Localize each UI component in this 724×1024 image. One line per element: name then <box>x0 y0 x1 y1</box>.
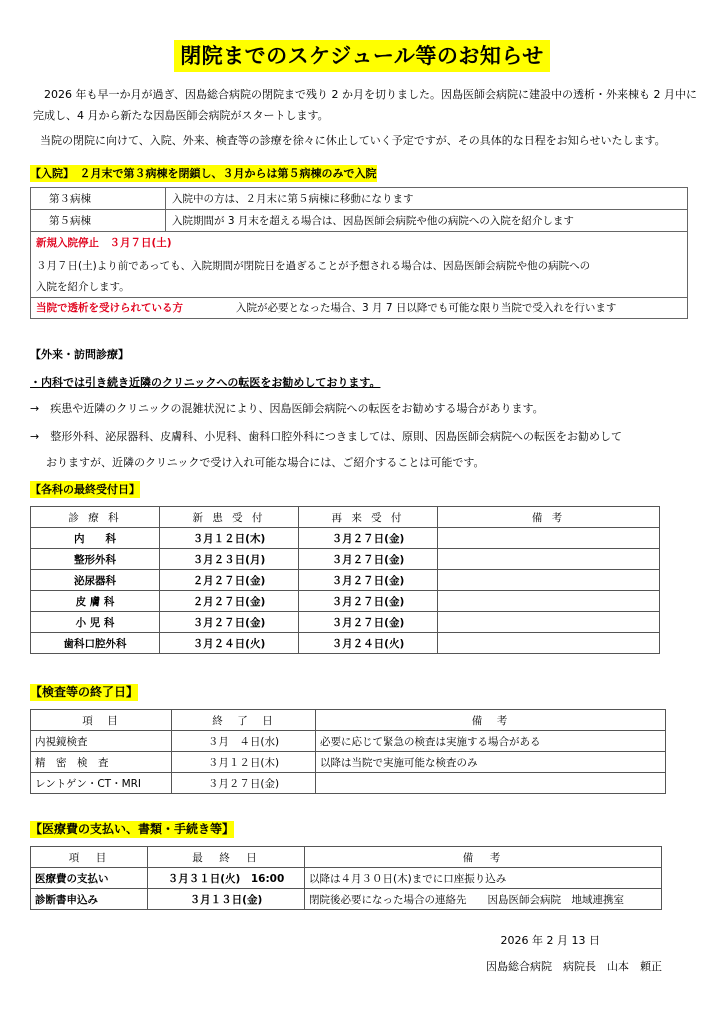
new-patient-date: ３月２７日(金) <box>160 612 299 633</box>
dialysis-text: 入院が必要となった場合、3 月 7 日以降でも可能な限り当院で受入れを行います <box>236 302 617 314</box>
remarks <box>438 591 660 612</box>
billing-item: 診断書申込み <box>31 889 148 910</box>
new-patient-date: ２月２７日(金) <box>160 591 299 612</box>
ward-name: 第５病棟 <box>31 210 166 232</box>
new-patient-date: ２月２７日(金) <box>160 570 299 591</box>
table-row <box>31 549 660 570</box>
table-row <box>31 570 660 591</box>
ward-note: 入院中の方は、２月末に第５病棟に移動になります <box>166 188 688 210</box>
outpatient-bullet-2a: → 整形外科、泌尿器科、皮膚科、小児科、歯科口腔外科につきましては、原則、因島医師会病院への転医をお勧めして <box>30 430 622 443</box>
col-header: 備 考 <box>305 847 662 868</box>
exam-end-date: ３月２７日(金) <box>172 773 316 794</box>
ward-note: 入院期間が 3 月末を超える場合は、因島医師会病院や他の病院への入院を紹介します <box>166 210 688 232</box>
table-row <box>31 612 660 633</box>
table-header-row <box>31 710 666 731</box>
billing-deadline: ３月１３日(金) <box>148 889 305 910</box>
exam-table <box>30 709 666 794</box>
remarks <box>438 612 660 633</box>
dept-name: 皮 膚 科 <box>31 591 160 612</box>
table-row <box>31 889 662 910</box>
intro-paragraph-1: 2026 年も早一か月が過ぎ、因島総合病院の閉院まで残り 2 か月を切りました。因島医師会病院に建設中の透析・外来棟も 2 月中に完成し、4 月から新たな因島医師会病院がスタートします。 <box>33 88 698 122</box>
billing-heading: 【医療費の支払い、書類・手続き等】 <box>30 822 235 836</box>
dept-name: 泌尿器科 <box>31 570 160 591</box>
new-admission-stop-text-1: ３月７日(土)より前であっても、入院期間が閉院日を過ぎることが予想される場合は、因島医師会病院や他の病院への <box>36 260 591 272</box>
new-patient-date: ３月１２日(木) <box>160 528 299 549</box>
ward-table <box>31 188 687 232</box>
new-admission-stop-text-2: 入院を紹介します。 <box>36 281 130 293</box>
dept-name: 小 児 科 <box>31 612 160 633</box>
remarks <box>438 549 660 570</box>
signature: 因島総合病院 病院長 山本 頼正 <box>486 960 662 973</box>
return-patient-date: ３月２７日(金) <box>299 528 438 549</box>
table-row <box>31 188 687 210</box>
dept-table <box>30 506 660 654</box>
col-header: 最 終 日 <box>148 847 305 868</box>
intro-paragraph-2: 当院の閉院に向けて、入院、外来、検査等の診療を徐々に休止していく予定ですが、その具体的な日程をお知らせいたします。 <box>40 134 666 147</box>
col-header: 診 療 科 <box>31 507 160 528</box>
exam-remarks: 必要に応じて緊急の検査は実施する場合がある <box>316 731 666 752</box>
dept-heading: 【各科の最終受付日】 <box>30 483 140 496</box>
outpatient-bullet-1: → 疾患や近隣のクリニックの混雑状況により、因島医師会病院への転医をお勧めする場合があります。 <box>30 402 544 415</box>
new-patient-date: ３月２４日(火) <box>160 633 299 654</box>
table-row <box>31 633 660 654</box>
exam-item: 内視鏡検査 <box>31 731 172 752</box>
dept-name: 歯科口腔外科 <box>31 633 160 654</box>
col-header: 再 来 受 付 <box>299 507 438 528</box>
dept-name: 内 科 <box>31 528 160 549</box>
billing-remarks: 閉院後必要になった場合の連絡先 因島医師会病院 地域連携室 <box>305 889 662 910</box>
table-row <box>31 752 666 773</box>
table-row <box>31 868 662 889</box>
remarks <box>438 528 660 549</box>
table-row <box>31 528 660 549</box>
new-patient-date: ３月２３日(月) <box>160 549 299 570</box>
exam-remarks: 以降は当院で実施可能な検査のみ <box>316 752 666 773</box>
inpatient-box <box>30 187 688 319</box>
remarks <box>438 633 660 654</box>
title-wrap <box>0 40 724 72</box>
notice-date: 2026 年 2 月 13 日 <box>500 934 600 947</box>
col-header: 備 考 <box>316 710 666 731</box>
inpatient-heading: 【入院】 ２月末で第３病棟を閉鎖し、３月からは第５病棟のみで入院 <box>30 167 377 180</box>
return-patient-date: ３月２７日(金) <box>299 612 438 633</box>
table-row <box>31 591 660 612</box>
return-patient-date: ３月２７日(金) <box>299 570 438 591</box>
outpatient-heading: 【外来・訪問診療】 <box>30 348 129 361</box>
col-header: 項 目 <box>31 847 148 868</box>
billing-remarks: 以降は４月３０日(木)までに口座振り込み <box>305 868 662 889</box>
return-patient-date: ３月２７日(金) <box>299 549 438 570</box>
return-patient-date: ３月２７日(金) <box>299 591 438 612</box>
exam-item: 精 密 検 査 <box>31 752 172 773</box>
table-row <box>31 210 687 232</box>
col-header: 終 了 日 <box>172 710 316 731</box>
table-header-row <box>31 507 660 528</box>
table-row <box>31 731 666 752</box>
outpatient-lead: ・内科では引き続き近隣のクリニックへの転医をお勧めしております。 <box>30 376 381 389</box>
billing-item: 医療費の支払い <box>31 868 148 889</box>
ward-name: 第３病棟 <box>31 188 166 210</box>
col-header: 新 患 受 付 <box>160 507 299 528</box>
exam-remarks <box>316 773 666 794</box>
billing-deadline: ３月３１日(火) 16:00 <box>148 868 305 889</box>
exam-item: レントゲン・CT・MRI <box>31 773 172 794</box>
table-header-row <box>31 847 662 868</box>
exam-end-date: ３月 ４日(水) <box>172 731 316 752</box>
col-header: 項 目 <box>31 710 172 731</box>
outpatient-bullet-2b: おりますが、近隣のクリニックで受け入れ可能な場合には、ご紹介することは可能です。 <box>46 456 485 469</box>
remarks <box>438 570 660 591</box>
new-admission-stop-label: 新規入院停止 ３月７日(土) <box>36 237 172 249</box>
exam-end-date: ３月１２日(木) <box>172 752 316 773</box>
exam-heading: 【検査等の終了日】 <box>30 685 139 699</box>
table-row <box>31 773 666 794</box>
billing-table <box>30 846 662 910</box>
dept-name: 整形外科 <box>31 549 160 570</box>
dialysis-label: 当院で透析を受けられている方 <box>36 302 183 314</box>
col-header: 備 考 <box>438 507 660 528</box>
page-title: 閉院までのスケジュール等のお知らせ <box>174 40 550 72</box>
return-patient-date: ３月２４日(火) <box>299 633 438 654</box>
